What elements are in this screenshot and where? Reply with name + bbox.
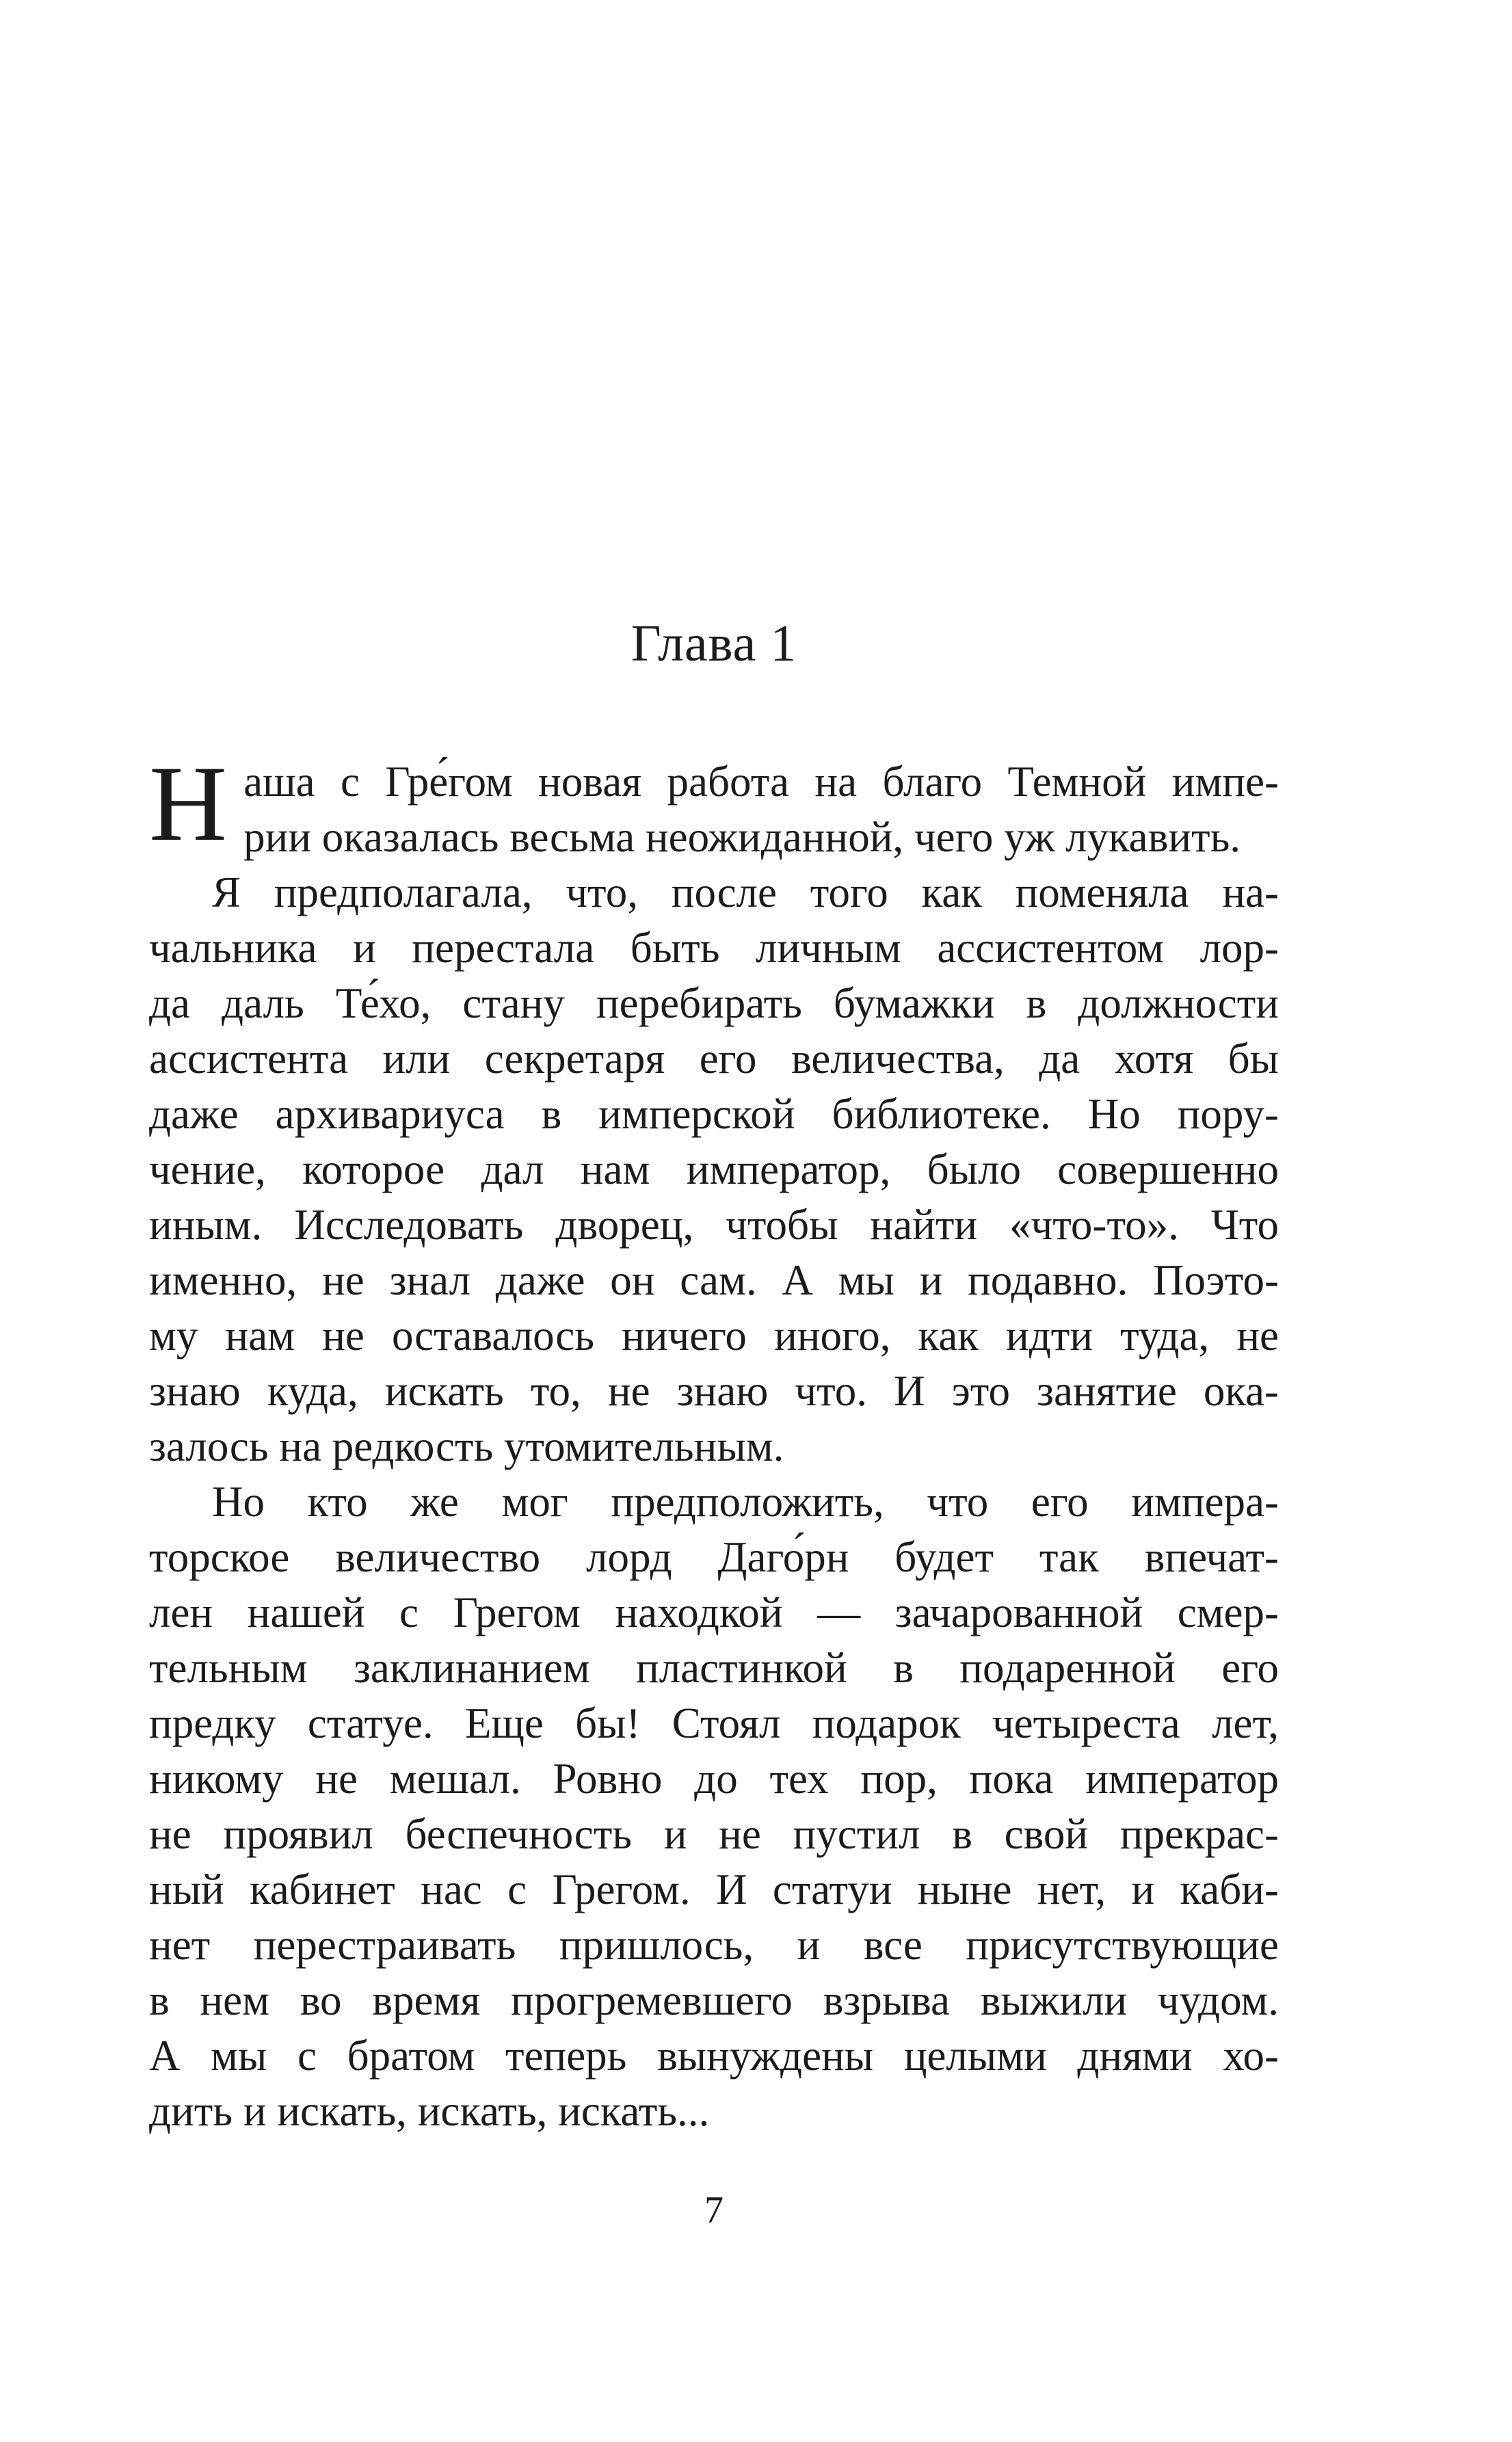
text-line: не проявил беспечность и не пустил в свой прекрас- — [149, 1810, 1279, 1858]
text-line: именно, не знал даже он сам. А мы и подавно. Поэто- — [149, 1256, 1279, 1304]
text-line: чальника и перестала быть личным ассистентом лор- — [149, 924, 1279, 972]
text-line: нет перестраивать пришлось, и все присутствующие — [149, 1921, 1279, 1969]
text-line: предку статуе. Еще бы! Стоял подарок четыреста лет, — [149, 1699, 1279, 1747]
text-line: ный кабинет нас с Грегом. И статуи ныне нет, и каби- — [149, 1866, 1279, 1913]
text-line: чение, которое дал нам император, было совершенно — [149, 1145, 1279, 1193]
text-line: аша с Гре́гом новая работа на благо Темной импе- — [243, 758, 1279, 806]
text-block — [149, 744, 1279, 2139]
paragraph — [149, 1474, 1279, 2139]
text-line: никому не мешал. Ровно до тех пор, пока император — [149, 1755, 1279, 1803]
text-line: рии оказалась весьма неожиданной, чего уж лукавить. — [243, 813, 1241, 861]
dropcap: Н — [149, 744, 228, 864]
text-line: да даль Те́хо, стану перебирать бумажки в должности — [149, 979, 1279, 1027]
paragraph — [149, 744, 1279, 865]
text-line: лен нашей с Грегом находкой — зачарованной смер- — [149, 1589, 1279, 1636]
chapter-title: Глава 1 — [631, 615, 797, 672]
text-line: торское величество лорд Даго́рн будет так впечат- — [149, 1533, 1279, 1581]
text-line: Я предполагала, что, после того как поменяла на- — [212, 868, 1279, 916]
text-line: знаю куда, искать то, не знаю что. И это занятие ока- — [149, 1367, 1279, 1415]
page-number: 7 — [704, 2189, 724, 2231]
text-line: даже архивариуса в имперской библиотеке. Но пору- — [149, 1090, 1279, 1138]
book-page — [149, 0, 1279, 2232]
text-line: залось на редкость утомительным. — [149, 1422, 784, 1470]
text-line: тельным заклинанием пластинкой в подаренной его — [149, 1644, 1279, 1692]
text-line: ассистента или секретаря его величества, да хотя бы — [149, 1035, 1279, 1083]
text-line: в нем во время прогремевшего взрыва выжили чудом. — [149, 1976, 1279, 2024]
text-line: иным. Исследовать дворец, чтобы найти «что-то». Что — [149, 1201, 1279, 1249]
text-line: дить и искать, искать, искать... — [149, 2087, 710, 2135]
paragraph — [149, 865, 1279, 1474]
text-line: А мы с братом теперь вынуждены целыми днями хо- — [149, 2032, 1279, 2080]
text-line: му нам не оставалось ничего иного, как идти туда, не — [149, 1312, 1279, 1359]
text-line: Но кто же мог предположить, что его импера- — [212, 1478, 1279, 1526]
